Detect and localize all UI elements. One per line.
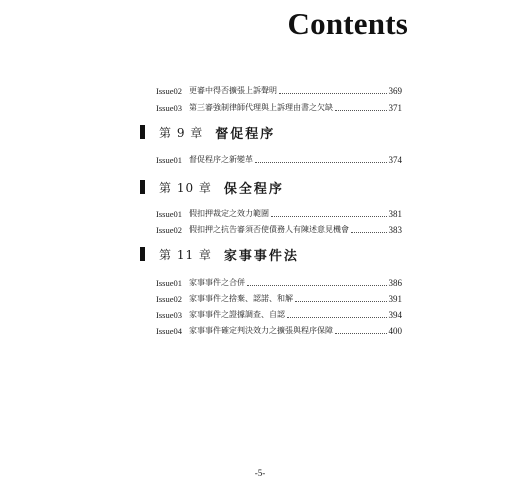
chapter-title: 家事事件法 <box>223 248 299 264</box>
entry-title: 第三審強制律師代理與上訴理由書之欠缺 <box>189 103 333 112</box>
entry-page: 386 <box>388 278 402 288</box>
chapter-number: 第 11 章 <box>159 247 212 262</box>
entry-page: 383 <box>388 225 402 235</box>
dot-leader <box>255 162 387 163</box>
entry-title: 假扣押裁定之效力範圍 <box>189 209 269 218</box>
chapter-heading-9[interactable] <box>140 124 275 140</box>
toc-entry[interactable] <box>156 82 402 96</box>
entry-page: 371 <box>388 103 402 113</box>
toc-entry[interactable] <box>156 322 402 336</box>
issue-number: Issue04 <box>156 326 182 336</box>
issue-number: Issue02 <box>156 225 182 235</box>
dot-leader <box>287 317 387 318</box>
chapter-number: 第 10 章 <box>159 180 212 195</box>
dot-leader <box>335 110 387 111</box>
toc-entry[interactable] <box>156 290 402 304</box>
entry-page: 400 <box>388 326 402 336</box>
dot-leader <box>351 232 387 233</box>
dot-leader <box>279 93 387 94</box>
issue-number: Issue03 <box>156 103 182 113</box>
chapter-marker <box>140 125 145 139</box>
entry-title: 家事事件之捨棄、認諾、和解 <box>189 294 293 303</box>
entry-title: 家事事件確定判決效力之擴張與程序保障 <box>189 326 333 335</box>
entry-title: 假扣押之抗告審須否使債務人有陳述意見機會 <box>189 225 349 234</box>
dot-leader <box>335 333 387 334</box>
toc-entry[interactable] <box>156 306 402 320</box>
dot-leader <box>247 285 387 286</box>
toc-entry[interactable] <box>156 99 402 113</box>
chapter-marker <box>140 247 145 261</box>
dot-leader <box>295 301 387 302</box>
chapter-heading-10[interactable] <box>140 179 284 195</box>
entry-title: 家事事件之證據調查、自認 <box>189 310 285 319</box>
toc-entry[interactable] <box>156 274 402 288</box>
chapter-number: 第 9 章 <box>159 125 204 140</box>
issue-number: Issue01 <box>156 278 182 288</box>
issue-number: Issue02 <box>156 294 182 304</box>
chapter-marker <box>140 180 145 194</box>
page-title: Contents <box>287 6 408 41</box>
entry-page: 394 <box>388 310 402 320</box>
page-number: -5- <box>254 468 266 478</box>
toc-entry[interactable] <box>156 221 402 235</box>
toc-entry[interactable] <box>156 151 402 165</box>
chapter-title: 督促程序 <box>215 126 276 142</box>
issue-number: Issue01 <box>156 155 182 165</box>
chapter-heading-11[interactable] <box>140 246 299 262</box>
entry-page: 381 <box>388 209 402 219</box>
entry-title: 更審中得否擴張上訴聲明 <box>189 86 277 95</box>
entry-title: 家事事件之合併 <box>189 278 245 287</box>
issue-number: Issue02 <box>156 86 182 96</box>
entry-page: 391 <box>388 294 402 304</box>
toc-entry[interactable] <box>156 205 402 219</box>
issue-number: Issue03 <box>156 310 182 320</box>
entry-page: 374 <box>388 155 402 165</box>
entry-title: 督促程序之新變革 <box>189 155 253 164</box>
dot-leader <box>271 216 387 217</box>
entry-page: 369 <box>388 86 402 96</box>
chapter-title: 保全程序 <box>223 181 284 197</box>
issue-number: Issue01 <box>156 209 182 219</box>
